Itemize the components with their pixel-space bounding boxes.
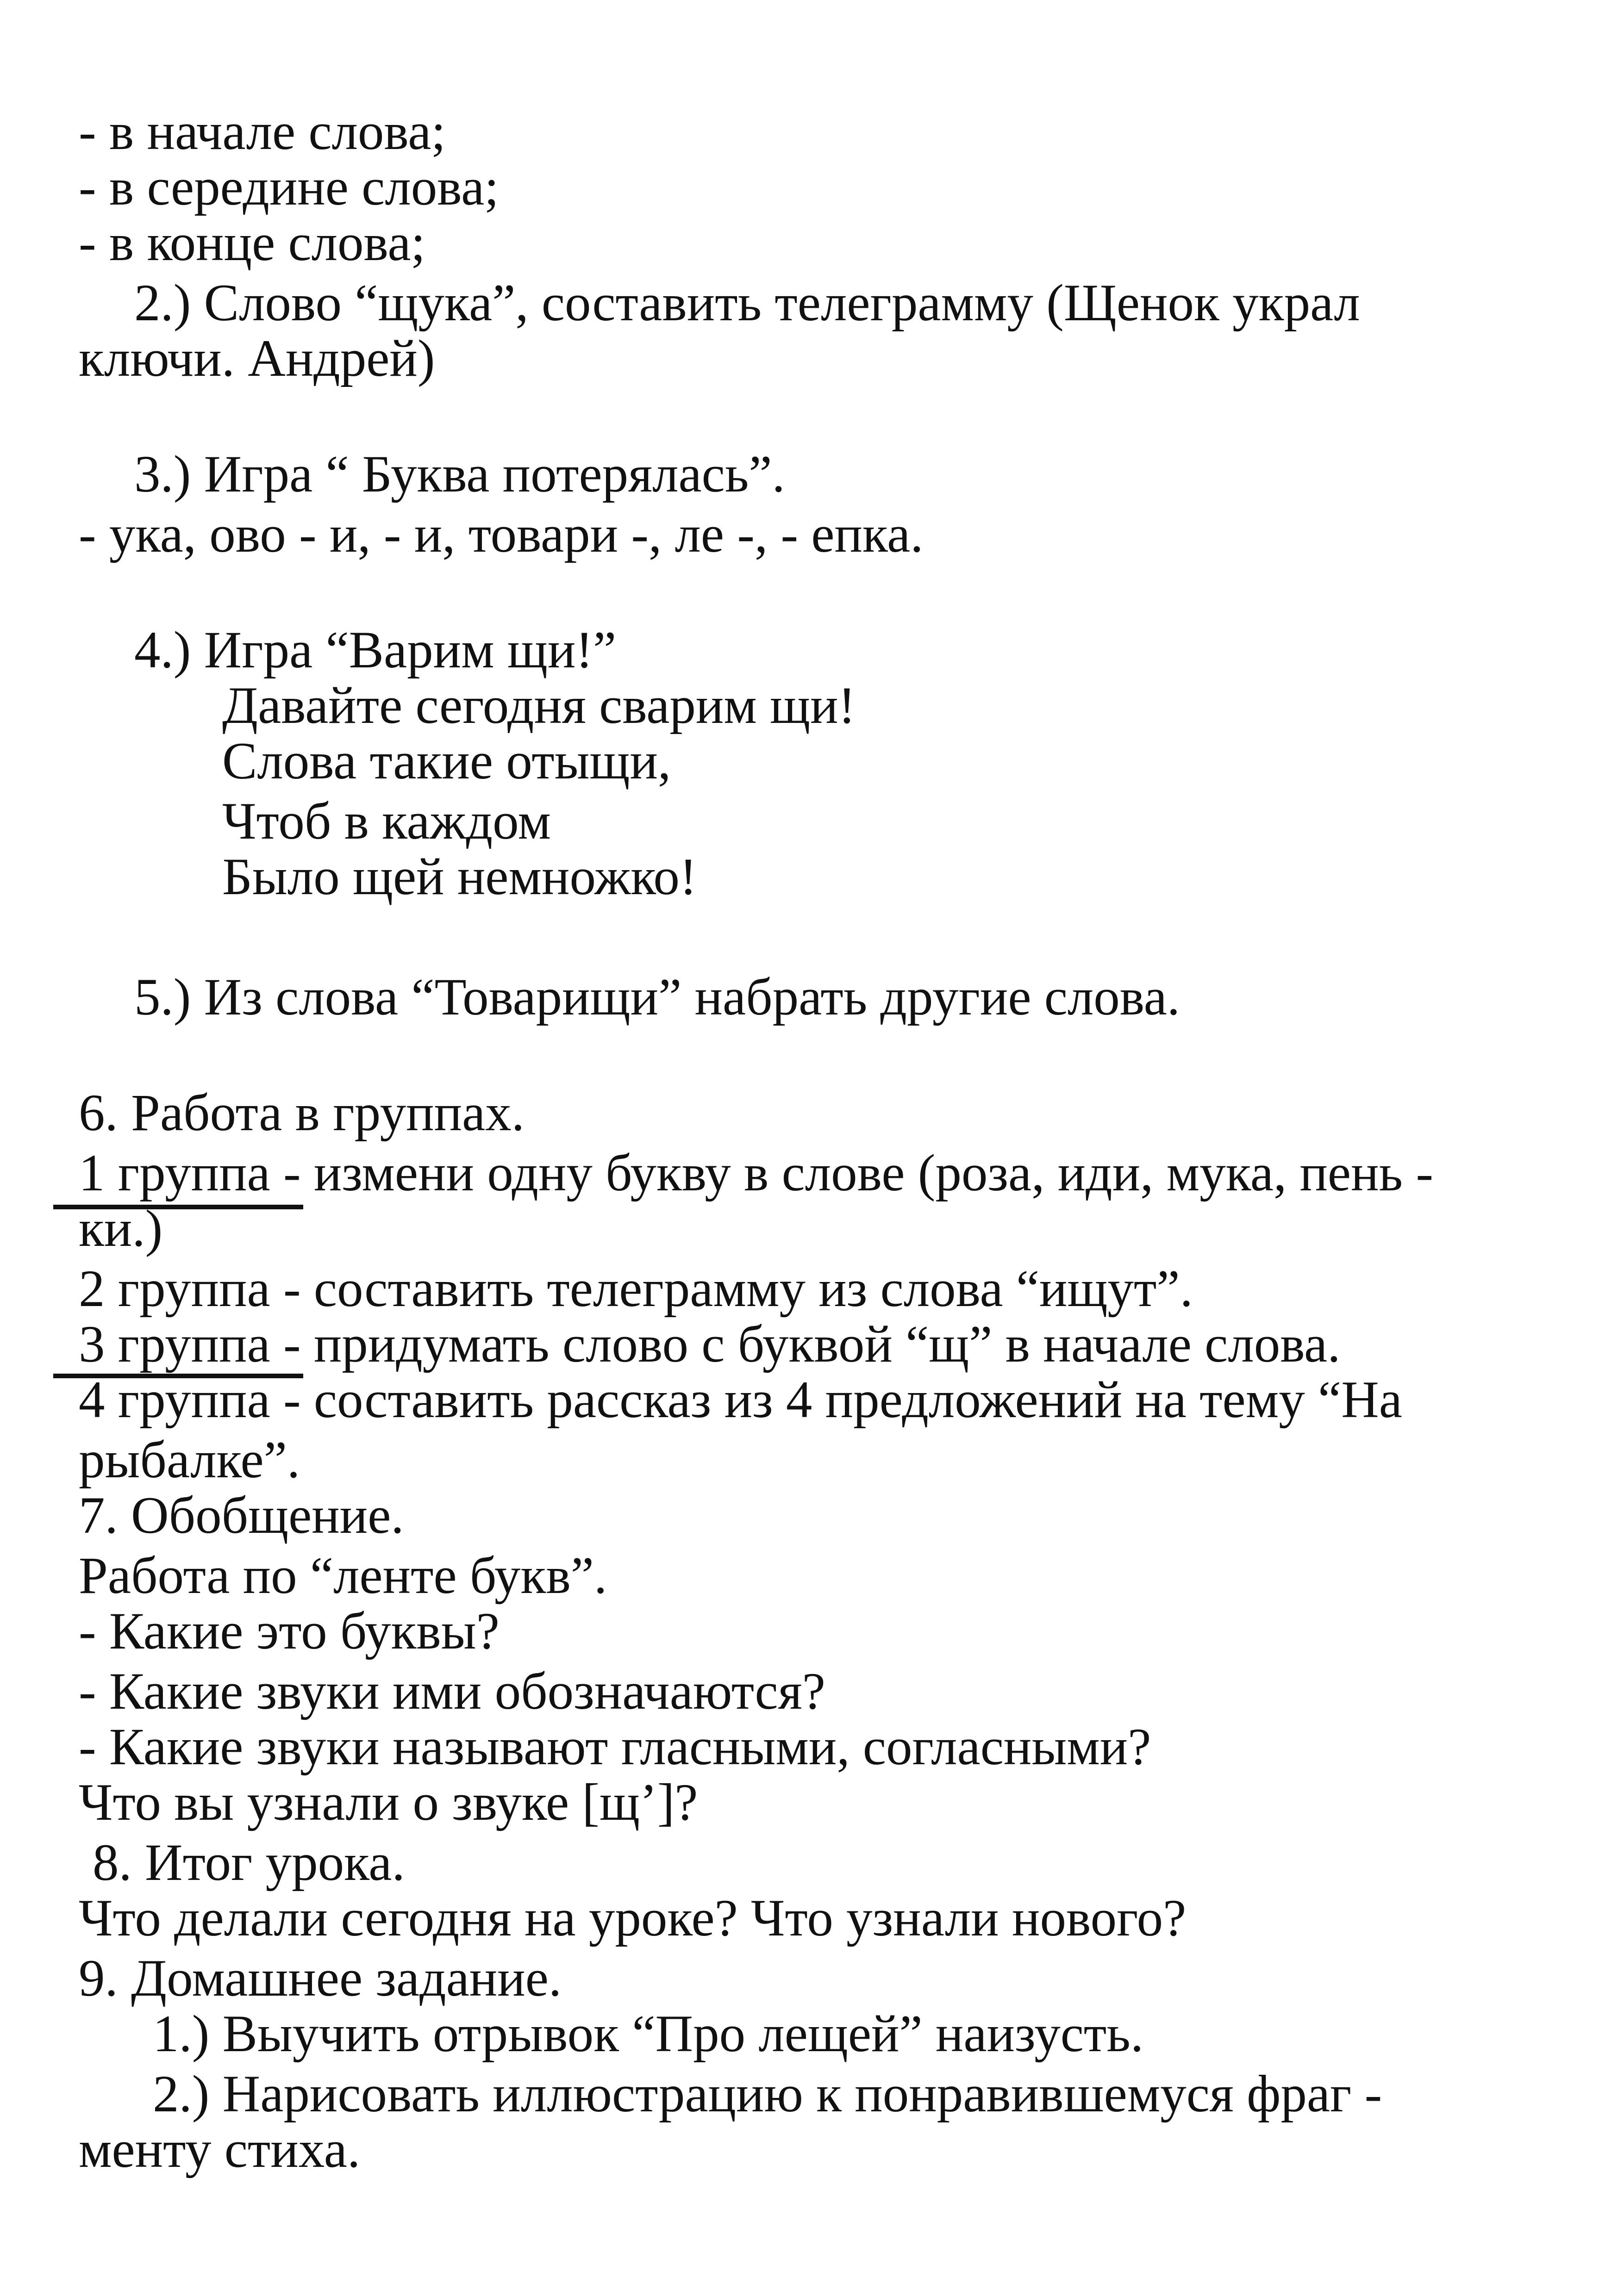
text-line: - Какие звуки называют гласными, согласными? <box>79 1718 1151 1776</box>
text-line: Давайте сегодня сварим щи! <box>222 677 856 734</box>
text-line: 2.) Слово “щука”, составить телеграмму (Щенок украл <box>134 274 1360 332</box>
text-line: Работа по “ленте букв”. <box>79 1547 607 1605</box>
text-line: 4 группа - составить рассказ из 4 предложений на тему “На <box>79 1371 1402 1429</box>
text-line: 8. Итог урока. <box>93 1834 405 1892</box>
text-line: Было щей немножко! <box>222 848 697 906</box>
text-line: 1 группа - измени одну букву в слове (роза, иди, мука, пень - <box>79 1144 1433 1202</box>
text-line: ки.) <box>79 1200 163 1257</box>
text-line: 5.) Из слова “Товарищи” набрать другие слова. <box>134 968 1181 1026</box>
text-line: - в конце слова; <box>79 214 425 272</box>
text-line: - Какие это буквы? <box>79 1602 500 1660</box>
text-line: 4.) Игра “Варим щи!” <box>134 621 617 679</box>
text-line: - ука, ово - и, - и, товари -, ле -, - епка. <box>79 505 924 563</box>
text-line: 3.) Игра “ Буква потерялась”. <box>134 445 785 503</box>
text-line: рыбалке”. <box>79 1431 300 1489</box>
text-line: - в начале слова; <box>79 103 446 161</box>
text-line: Что вы узнали о звуке [щ’]? <box>79 1773 698 1831</box>
text-line: 9. Домашнее задание. <box>79 1949 562 2007</box>
text-line: менту стиха. <box>79 2121 361 2178</box>
text-line: ключи. Андрей) <box>79 330 435 387</box>
text-line: Слова такие отыщи, <box>222 732 671 790</box>
text-line: 7. Обобщение. <box>79 1487 404 1544</box>
text-line: 3 группа - придумать слово с буквой “щ” в начале слова. <box>79 1315 1341 1373</box>
text-line: 6. Работа в группах. <box>79 1084 525 1142</box>
text-line: Что делали сегодня на уроке? Что узнали нового? <box>79 1889 1187 1947</box>
text-line: - Какие звуки ими обозначаются? <box>79 1662 825 1720</box>
text-line: 2 группа - составить телеграмму из слова “ищут”. <box>79 1260 1193 1318</box>
text-line: - в середине слова; <box>79 158 499 216</box>
text-line: Чтоб в каждом <box>222 792 551 850</box>
text-line: 1.) Выучить отрывок “Про лещей” наизусть. <box>153 2005 1144 2063</box>
text-line: 2.) Нарисовать иллюстрацию к понравившемуся фраг - <box>153 2065 1382 2123</box>
